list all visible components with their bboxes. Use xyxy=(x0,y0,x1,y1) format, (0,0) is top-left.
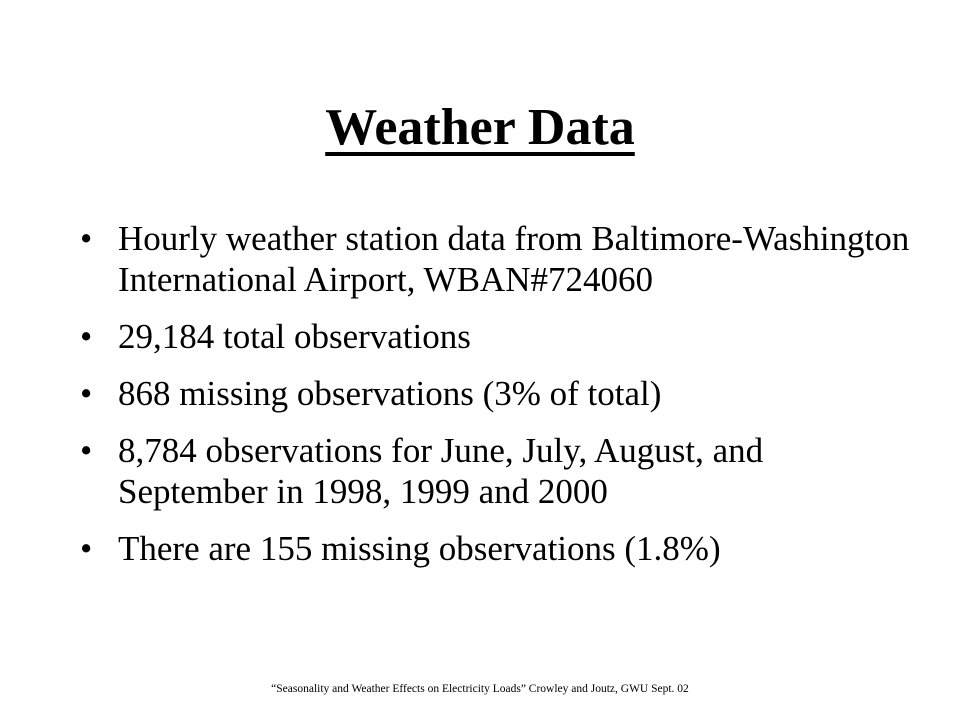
bullet-icon: • xyxy=(80,529,93,568)
bullet-icon: • xyxy=(80,317,93,356)
bullet-item xyxy=(80,373,910,414)
footer-citation: “Seasonality and Weather Effects on Electricity Loads” Crowley and Joutz, GWU Sept. 02 xyxy=(271,683,689,695)
bullet-text: Hourly weather station data from Baltimore-Washington International Airport, WBAN#724060 xyxy=(118,219,910,299)
bullet-item xyxy=(80,430,910,512)
bullet-text: 8,784 observations for June, July, August, and September in 1998, 1999 and 2000 xyxy=(118,431,764,511)
bullet-text: 868 missing observations (3% of total) xyxy=(118,374,662,413)
bullet-item xyxy=(80,528,910,569)
bullet-item xyxy=(80,218,910,300)
bullet-list xyxy=(80,218,910,585)
bullet-text: There are 155 missing observations (1.8%) xyxy=(118,529,721,568)
bullet-icon: • xyxy=(80,374,93,413)
bullet-icon: • xyxy=(80,219,93,258)
bullet-text: 29,184 total observations xyxy=(118,317,471,356)
slide-title-text: Weather Data xyxy=(325,99,635,156)
bullet-icon: • xyxy=(80,431,93,470)
bullet-item xyxy=(80,316,910,357)
slide-title xyxy=(0,96,960,160)
